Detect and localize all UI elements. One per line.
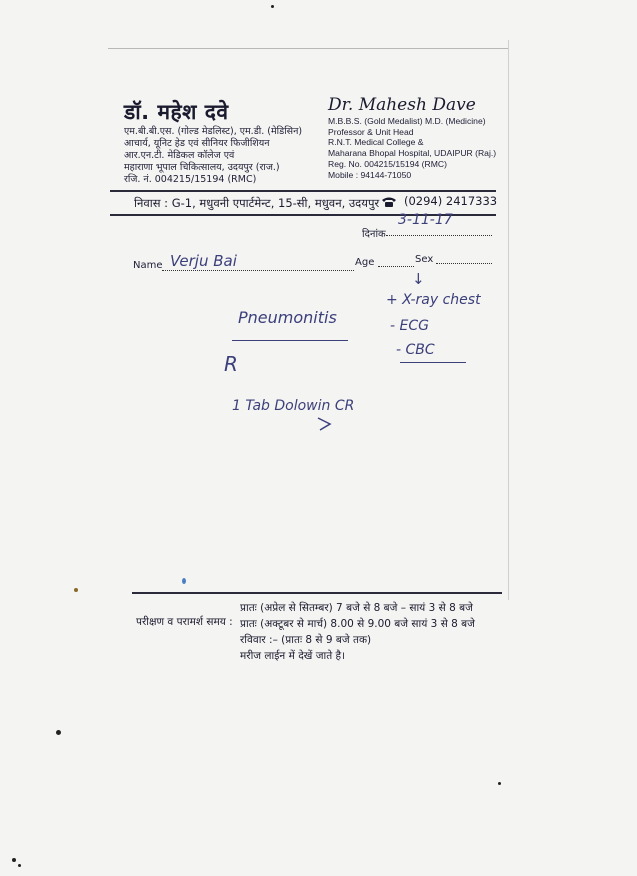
doctor-name-english: Dr. Mahesh Dave (328, 95, 476, 115)
credential-line: आर.एन.टी. मेडिकल कॉलेज एवं (124, 150, 235, 161)
handwritten-diagnosis: Pneumonitis (238, 308, 337, 327)
phone-icon (380, 194, 398, 213)
credentials-english (328, 116, 496, 180)
credential-line: M.B.B.S. (Gold Medalist) M.D. (Medicine) (328, 116, 486, 126)
doctor-name-hindi: डॉ. महेश दवे (124, 100, 229, 124)
credential-line: Maharana Bhopal Hospital, UDAIPUR (Raj.) (328, 148, 497, 159)
credential-line: रजि. नं. 004215/15194 (RMC) (124, 174, 257, 185)
scan-speck (498, 782, 501, 785)
age-label: Age (355, 257, 375, 268)
sex-field-line (436, 263, 492, 264)
timing-line: मरीज लाईन में देखें जाते है। (240, 650, 346, 662)
paper-top-edge (108, 48, 508, 49)
medication-mark (316, 416, 334, 436)
date-label: दिनांक (362, 229, 386, 240)
advice-item: + X-ray chest (386, 292, 481, 308)
advice-item: - ECG (390, 318, 429, 334)
handwritten-medication: 1 Tab Dolowin CR (232, 398, 355, 414)
timing-line: प्रातः (अप्रेल से सितम्बर) 7 बजे से 8 बजे – सायं 3 से 8 बजे (240, 602, 473, 614)
name-field-line (162, 270, 354, 271)
advice-underline (400, 362, 466, 363)
credential-line: आचार्य, यूनिट हेड एवं सीनियर फिजीशियन (124, 138, 270, 149)
credential-line: Reg. No. 004215/15194 (RMC) (328, 158, 447, 169)
consultation-timings (240, 600, 475, 664)
credential-line: महाराणा भूपाल चिकित्सालय, उदयपुर (राज.) (124, 162, 280, 173)
advice-item: - CBC (396, 342, 435, 358)
name-label: Name (133, 260, 163, 271)
credential-line: एम.बी.बी.एस. (गोल्ड मेडलिस्ट), एम.डी. (मेडिसिन) (124, 126, 303, 137)
credential-line: Mobile : 94144-71050 (328, 169, 412, 180)
sex-label: Sex (415, 254, 434, 265)
age-field-line (378, 266, 414, 267)
handwritten-arrow: ↓ (412, 270, 425, 288)
credential-line: R.N.T. Medical College & (328, 137, 424, 148)
consultation-time-label: परीक्षण व परामर्श समय : (136, 616, 233, 628)
phone-number: (0294) 2417333 (404, 194, 498, 208)
footer-rule (132, 592, 502, 594)
credentials-hindi (124, 126, 302, 186)
address-top-rule (110, 190, 496, 192)
scan-speck (271, 5, 274, 8)
ink-speck (182, 578, 186, 584)
residence-address: निवास : G-1, मधुवनी एपार्टमेन्ट, 15-सी, मधुवन, उदयपुर (134, 196, 380, 210)
rx-symbol: R (224, 352, 238, 376)
scan-speck (56, 730, 61, 735)
credential-line: Professor & Unit Head (328, 126, 414, 137)
scan-speck (74, 588, 78, 592)
scan-speck (18, 864, 21, 867)
handwritten-date: 3-11-17 (398, 212, 453, 228)
scan-speck (12, 858, 16, 862)
diagnosis-underline (232, 340, 348, 341)
timing-line: रविवार :– (प्रातः 8 से 9 बजे तक) (240, 634, 372, 646)
handwritten-patient-name: Verju Bai (170, 252, 237, 270)
timing-line: प्रातः (अक्टूबर से मार्च) 8.00 से 9.00 बजे सायं 3 से 8 बजे (240, 618, 475, 630)
date-field-line (386, 235, 492, 236)
paper-right-edge (508, 40, 509, 600)
